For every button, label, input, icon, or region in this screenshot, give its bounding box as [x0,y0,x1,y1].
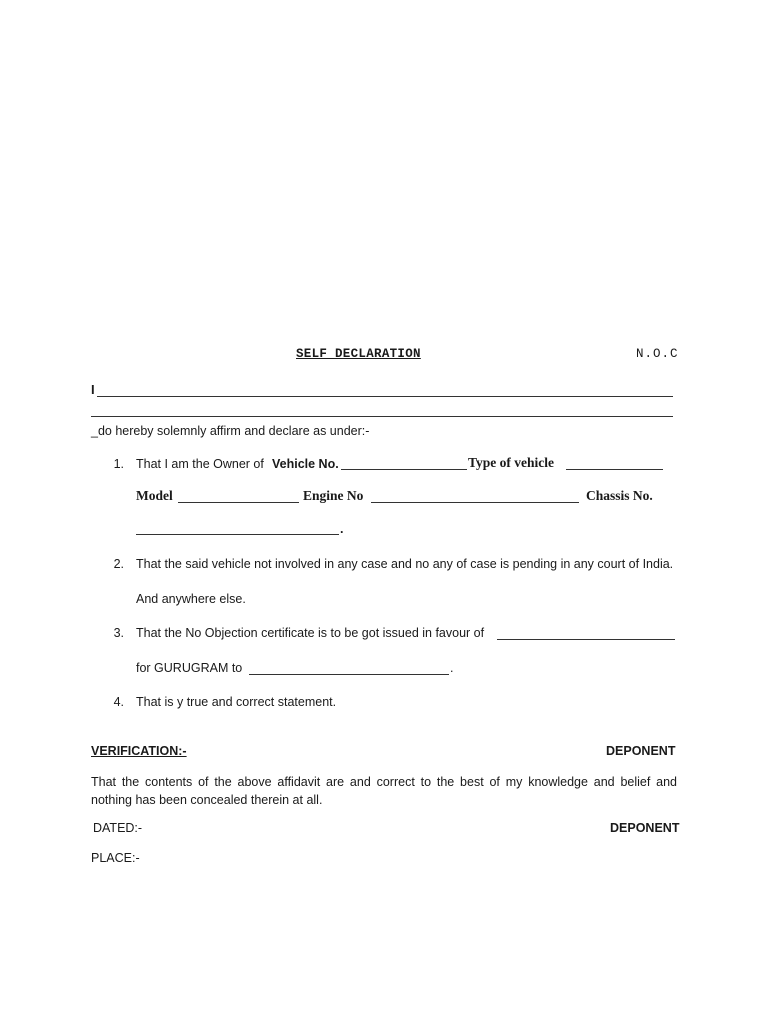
item-3-end-mark: . [450,661,454,675]
gurugram-to-blank [249,674,449,675]
item-3-line-2: for GURUGRAM to [136,661,243,675]
chassis-no-blank [136,534,339,535]
name-blank-line-2 [91,416,673,417]
item-3-number: 3. [113,626,124,640]
item-2-line-2: And anywhere else. [136,592,246,606]
declare-line: _do hereby solemnly affirm and declare as under:- [91,424,370,438]
vehicle-no-label: Vehicle No. [272,457,339,471]
engine-no-label: Engine No [303,488,364,503]
noc-tag: N.O.C [636,347,679,361]
type-of-vehicle-blank [566,469,663,470]
engine-no-blank [371,502,579,503]
favour-of-blank [497,639,675,640]
document-title: SELF DECLARATION [296,347,421,361]
item-2-line-1: That the said vehicle not involved in any case and no any of case is pending in any court of India. [136,557,674,571]
place-label: PLACE:- [91,851,140,865]
verification-text: That the contents of the above affidavit are and correct to the best of my knowledge and belief and nothing has been concealed therein at all. [91,775,677,807]
deponent-label-1: DEPONENT [606,744,676,758]
vehicle-no-blank [341,469,467,470]
name-blank-line [97,396,673,397]
deponent-label-2: DEPONENT [610,821,680,835]
chassis-end-mark: . [340,522,344,536]
verification-heading: VERIFICATION:- [91,744,187,758]
name-field [91,382,673,398]
name-prefix: I [91,382,95,397]
item-4-line-1: That is y true and correct statement. [136,695,337,709]
chassis-no-label: Chassis No. [586,488,653,503]
item-2-number: 2. [113,557,124,571]
item-1-text: That I am the Owner of [136,457,264,471]
item-1-number: 1. [113,457,124,471]
model-blank [178,502,299,503]
model-label: Model [136,488,173,503]
item-3-line-1: That the No Objection certificate is to be got issued in favour of [136,626,485,640]
type-of-vehicle-label: Type of vehicle [468,455,554,470]
item-4-number: 4. [113,695,124,709]
dated-label: DATED:- [93,821,143,835]
